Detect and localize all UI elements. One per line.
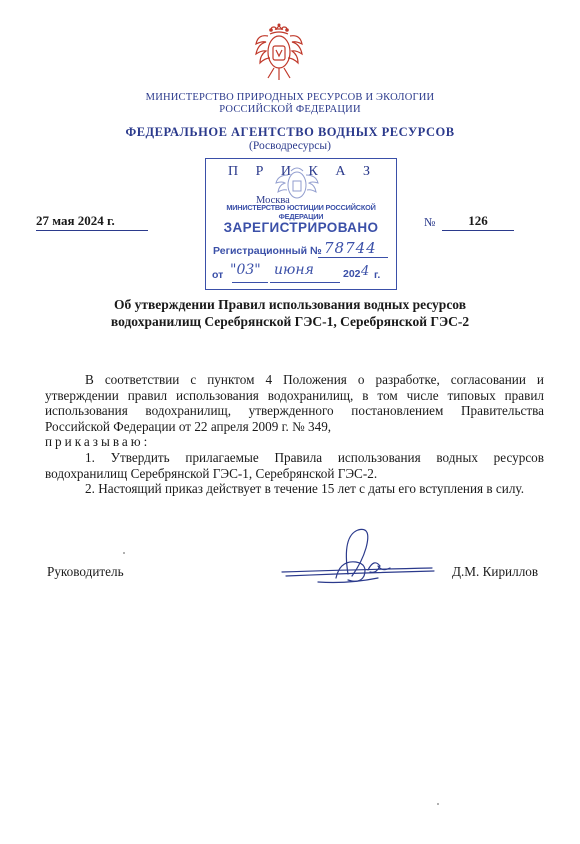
stamp-reg-number: 78744 (324, 239, 377, 257)
order-date: 27 мая 2024 г. (36, 213, 148, 231)
item-2-paragraph: 2. Настоящий приказ действует в течение 15 лет с даты его вступления в силу. (85, 481, 524, 497)
stamp-date-year-tail: 4 (361, 264, 370, 279)
order-number-label: № (424, 215, 436, 229)
stamp-date-year: 202 (343, 268, 361, 280)
title-line-1: Об утверждении Правил использования водных ресурсов (113, 297, 467, 312)
stamp-date-prefix: от (212, 269, 224, 281)
ministry-line-2: РОССИЙСКОЙ ФЕДЕРАЦИИ (219, 104, 361, 115)
signatory-name: Д.М. Кириллов (452, 564, 539, 579)
stamp-date-day: "03" (230, 262, 261, 278)
registration-stamp (205, 158, 397, 290)
stamp-reg-label: Регистрационный № (213, 245, 322, 257)
stamp-date-month: июня (274, 262, 314, 278)
order-word: приказываю: (45, 434, 151, 450)
title-line-2: водохранилищ Серебрянской ГЭС-1, Серебрянской ГЭС-2 (110, 314, 470, 329)
coat-of-arms-emblem (252, 22, 306, 88)
stamp-registered: ЗАРЕГИСТРИРОВАНО (223, 220, 379, 235)
stamp-ministry-line: МИНИСТЕРСТВО ЮСТИЦИИ РОССИЙСКОЙ ФЕДЕРАЦИИ (226, 203, 376, 221)
scan-speck (437, 803, 439, 805)
ministry-line-1: МИНИСТЕРСТВО ПРИРОДНЫХ РЕСУРСОВ И ЭКОЛОГИИ (145, 92, 435, 103)
preamble-paragraph: В соответствии с пунктом 4 Положения о разработке, согласовании и утверждении правил использования водохранилищ, в том числе типовых правил использования водохранилищ, утвержденного постановлением Правительства Российской Федерации от 22 апреля 2009 г. № 349, (45, 372, 544, 434)
scan-speck (123, 552, 125, 554)
stamp-eagle-icon (270, 161, 324, 205)
document-type: П Р И К А З (228, 164, 377, 179)
document-body (45, 372, 544, 497)
handwritten-signature (278, 526, 438, 592)
signatory-role: Руководитель (47, 564, 124, 579)
agency-name: ФЕДЕРАЛЬНОЕ АГЕНТСТВО ВОДНЫХ РЕСУРСОВ (125, 125, 455, 139)
ministry-name (0, 92, 580, 116)
document-title (0, 296, 580, 330)
item-1-paragraph: 1. Утвердить прилагаемые Правила использования водных ресурсов водохранилищ Серебрянской ГЭС-1, Серебрянской ГЭС-2. (45, 449, 544, 481)
agency-short-name: (Росводресурсы) (249, 140, 331, 152)
order-number: 126 (442, 213, 514, 231)
city: Москва (256, 195, 290, 206)
stamp-date-suffix: г. (374, 269, 381, 281)
